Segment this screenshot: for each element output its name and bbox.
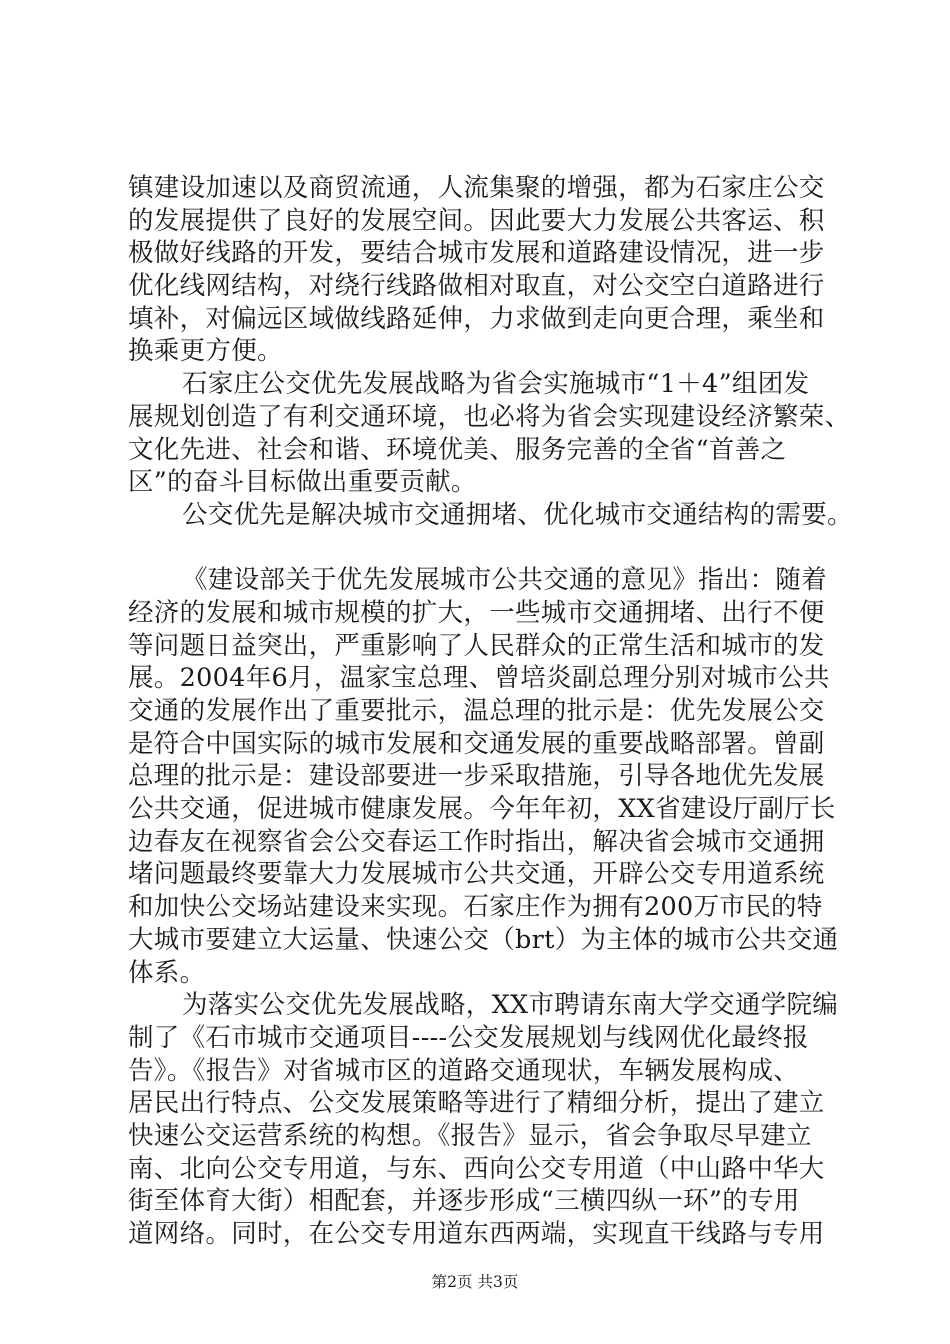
text-line: 填补，对偏远区域做线路延伸，力求做到走向更合理，乘坐和: [128, 303, 825, 334]
text-line: 文化先进、社会和谐、环境优美、服务完善的全省“首善之: [128, 434, 787, 465]
paragraph-start-line: 《建设部关于优先发展城市公共交通的意见》指出：随着: [182, 565, 828, 596]
text-line: 展规划创造了有利交通环境，也必将为省会实现建设经济繁荣、: [128, 401, 851, 432]
page-number: 第2页 共3页: [431, 1273, 519, 1291]
text-line: 总理的批示是：建设部要进一步采取措施，引导各地优先发展: [128, 761, 825, 792]
text-line: 大城市要建立大运量、快速公交（brt）为主体的城市公共交通: [128, 924, 839, 955]
text-line: 体系。: [128, 957, 206, 988]
text-line: 区”的奋斗目标做出重要贡献。: [128, 467, 477, 498]
text-line: 的发展提供了良好的发展空间。因此要大力发展公共客运、积: [128, 205, 825, 236]
text-line: 道网络。同时，在公交专用道东西两端，实现直干线路与专用: [128, 1219, 825, 1249]
paragraph-spacer: [128, 532, 852, 565]
section-heading-line: 公交优先是解决城市交通拥堵、优化城市交通结构的需要。: [182, 499, 853, 530]
text-line: 等问题日益突出，严重影响了人民群众的正常生活和城市的发: [128, 630, 825, 661]
text-line: 边春友在视察省会公交春运工作时指出，解决省会城市交通拥: [128, 826, 825, 857]
text-line: 快速公交运营系统的构想。《报告》显示，省会争取尽早建立: [128, 1120, 812, 1151]
text-line: 镇建设加速以及商贸流通，人流集聚的增强，都为石家庄公交: [128, 173, 825, 203]
text-line: 极做好线路的开发，要结合城市发展和道路建设情况，进一步: [128, 238, 825, 269]
text-line: 南、北向公交专用道，与东、西向公交专用道（中山路中华大: [128, 1153, 825, 1184]
text-line: 展。2004年6月，温家宝总理、曾培炎副总理分别对城市公共: [128, 663, 830, 694]
text-line: 是符合中国实际的城市发展和交通发展的重要战略部署。曾副: [128, 728, 825, 759]
paragraph-start-line: 石家庄公交优先发展战略为省会实施城市“1＋4”组团发: [182, 369, 810, 400]
text-line: 优化线网结构，对绕行线路做相对取直，对公交空白道路进行: [128, 271, 825, 302]
page-footer: [0, 1272, 950, 1292]
text-line: 和加快公交场站建设来实现。石家庄作为拥有200万市民的特: [128, 892, 823, 923]
text-line: 经济的发展和城市规模的扩大，一些城市交通拥堵、出行不便: [128, 597, 825, 628]
text-line: 换乘更方便。: [128, 336, 283, 367]
text-line: 制了《石市城市交通项目----公交发展规划与线网优化最终报: [128, 1022, 809, 1053]
text-line: 告》。《报告》对省城市区的道路交通现状，车辆发展构成、: [128, 1055, 800, 1086]
text-line: 堵问题最终要靠大力发展城市公共交通，开辟公交专用道系统: [128, 859, 825, 890]
text-line: 居民出行特点、公交发展策略等进行了精细分析，提出了建立: [128, 1088, 825, 1119]
document-body: [128, 172, 852, 1251]
text-line: 街至体育大街）相配套，并逐步形成“三横四纵一环”的专用: [128, 1186, 800, 1217]
text-line: 公共交通，促进城市健康发展。今年年初，XX省建设厅副厅长: [128, 794, 836, 825]
paragraph-start-line: 为落实公交优先发展战略，XX市聘请东南大学交通学院编: [182, 990, 839, 1021]
text-line: 交通的发展作出了重要批示，温总理的批示是：优先发展公交: [128, 696, 825, 726]
